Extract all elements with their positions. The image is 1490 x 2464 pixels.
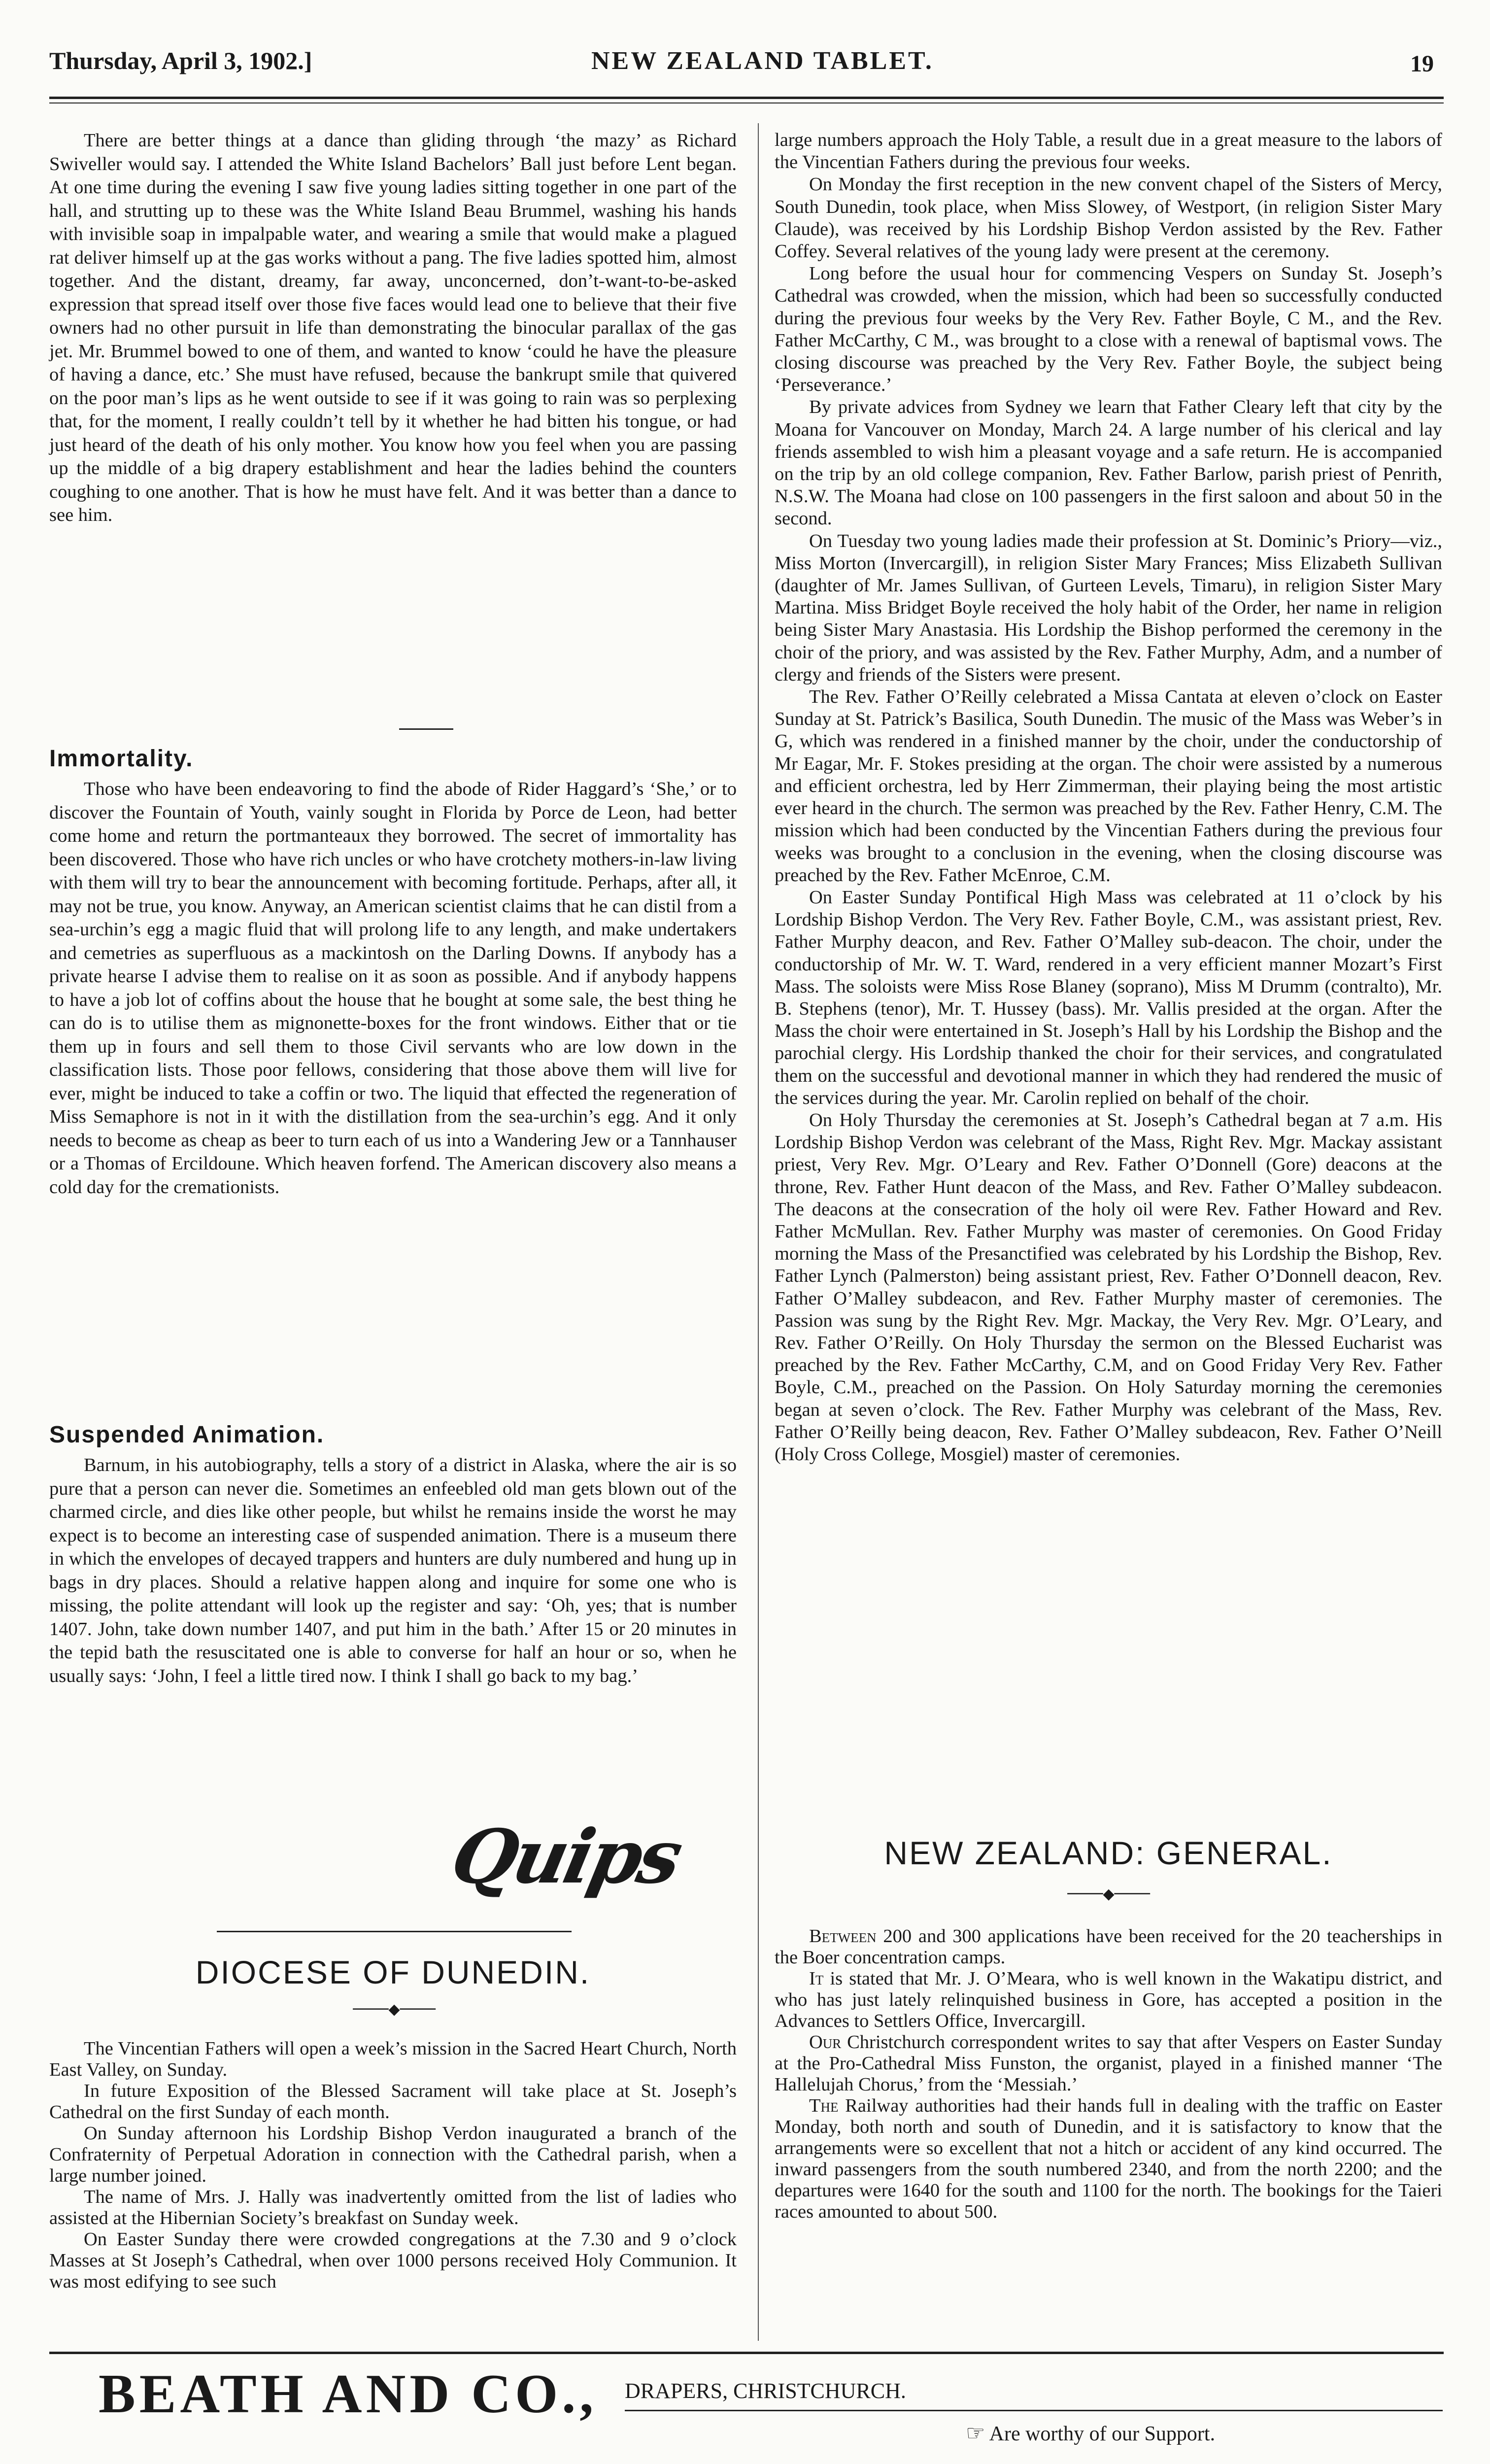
issue-date: Thursday, April 3, 1902.]	[49, 47, 312, 74]
heading-immortality: Immortality.	[49, 746, 194, 772]
paragraph: The name of Mrs. J. Hally was inadvertently omitted from the list of ladies who assisted at the Hibernian Society’s breakfast on Sunday week.	[49, 2187, 737, 2228]
news-text: is stated that Mr. J. O’Meara, who is well known in the Wakatipu district, and who has just lately relinquished business in Gore, has accepted a position in the Advances to Settlers Office, Invercargill.	[775, 1968, 1442, 2031]
paragraph: There are better things at a dance than gliding through ‘the mazy’ as Richard Swiveller would say. I attended the White Island Bachelors’ Ball just before Lent began. At one time during the evening I saw five young ladies sitting together in one part of the hall, and strutting up to these was the White Island Beau Brummel, washing his hands with invisible soap in impalpable water, and wearing a smile that would make a plagued rat deliver himself up at the gas works without a pang. The five ladies spotted him, almost together. And the distant, dreamy, far away, unconcerned, don’t-want-to-be-asked expression that spread itself over those five faces would lead one to believe that their five owners had no other pursuit in life than demonstrating the binocular parallax of the gas jet. Mr. Brummel bowed to one of them, and wanted to know ‘could he have the pleasure of having a dance, etc.’ She must have refused, because the bankrupt smile that quivered on the poor man’s lips as he went outside to see if it was going to rain was so perplexing that, for the moment, I really couldn’t tell by it whether he had bitten his tongue, or had just heard of the death of his only mother. You know how you feel when you are passing up the middle of a big drapery establishment and hear the ladies behind the counters coughing to one another. That is how he must have felt. And it was better than a dance to see him.	[49, 130, 737, 525]
page-number: 19	[1410, 51, 1434, 77]
paragraph: large numbers approach the Holy Table, a result due in a great measure to the labors of the Vincentian Fathers during the previous four weeks.	[775, 130, 1442, 173]
news-item	[775, 2032, 1442, 2095]
paragraph: On Holy Thursday the ceremonies at St. Joseph’s Cathedral began at 7 a.m. His Lordship Bishop Verdon was celebrant of the Mass, Right Rev. Mgr. Mackay assistant priest, Very Rev. Mgr. O’Leary and Rev. Father O’Donnell (Gore) deacons at the throne, Rev. Father Hunt deacon of the Mass, and Rev. Father O’Malley subdeacon. The deacons at the consecration of the holy oil were Rev. Father Howard and Rev. Father McMullan. Rev. Father Murphy was master of ceremonies. On Good Friday morning the Mass of the Presanctified was celebrated by his Lordship the Bishop, Rev. Father Lynch (Palmerston) being assistant priest, Rev. Father O’Donnell deacon, Rev. Father O’Malley subdeacon, and Rev. Father Murphy master of ceremonies. The Passion was sung by the Right Rev. Mgr. Mackay, the Very Rev. Mgr. O’Leary, and Rev. Father O’Reilly. On Holy Thursday the sermon on the Blessed Eucharist was preached by the Rev. Father McCarthy, C.M, and on Good Friday Very Rev. Father Boyle, C.M., preached on the Passion. On Holy Saturday morning the ceremonies began at seven o’clock. The Rev. Father Murphy was celebrant of the Mass, Rev. Father O’Reilly being deacon, Rev. Father O’Malley subdeacon, Rev. Father O’Neill (Holy Cross College, Mosgiel) master of ceremonies.	[775, 1109, 1442, 1465]
paragraph: On Monday the first reception in the new convent chapel of the Sisters of Mercy, South Dunedin, took place, when Miss Slowey, of Westport, (in religion Sister Mary Claude), was received by his Lordship Bishop Verdon assisted by the Rev. Father Coffey. Several relatives of the young lady were present at the ceremony.	[775, 174, 1442, 262]
lead-word: Between	[809, 1926, 877, 1947]
news-text: Christchurch correspondent writes to say that after Vespers on Easter Sunday at the Pro-Cathedral Miss Funston, the organist, played in a finished manner ‘The Hallelujah Chorus,’ from the ‘Messiah.’	[775, 2032, 1442, 2095]
news-item	[775, 2095, 1442, 2223]
section-rule	[399, 728, 453, 730]
paragraph: Those who have been endeavoring to find the abode of Rider Haggard’s ‘She,’ or to discover the Fountain of Youth, vainly sought in Florida by Porce de Leon, had better come home and return the portmanteaux they borrowed. The secret of immortality has been discovered. Those who have rich uncles or who have crotchety mothers-in-law living with them will try to bear the announcement with becoming fortitude. Perhaps, after all, it may not be true, you know. Anyway, an American scientist claims that he can distil from a sea-urchin’s egg a magic fluid that will prolong life to any length, and make undertakers and cemetries as superfluous as a mackintosh on the Darling Downs. If anybody has a private hearse I advise them to realise on it as soon as possible. And if anybody happens to have a job lot of coffins about the house that he bought at some sale, the best thing he can do is to utilise them as mignonette-boxes for the front windows. Either that or tie them up in fours and sell them to those Civil servants who are low down in the classification lists. Those poor fellows, considering that those above them will live for ever, might be induced to take a coffin or two. The liquid that effected the regeneration of Miss Semaphore is not in it with the distillation from the sea-urchin’s egg. And it only needs to become as cheap as beer to turn each of us into a Wandering Jew or a Tannhauser or a Thomas of Ercildoune. Which heaven forfend. The American discovery also means a cold day for the cremationists.	[49, 779, 737, 1198]
news-text: 200 and 300 applications have been received for the 20 teacherships in the Boer concentration camps.	[775, 1926, 1442, 1968]
advert-rule	[625, 2410, 1443, 2411]
diamond-ornament-icon: ────◆────	[1067, 1885, 1150, 1903]
essay-immortality	[49, 778, 737, 1199]
paragraph: On Easter Sunday Pontifical High Mass was celebrated at 11 o’clock by his Lordship Bishop Verdon. The Very Rev. Father Boyle, C.M., was assistant priest, Rev. Father Murphy deacon, and Rev. Father O’Malley sub-deacon. The choir, under the conductorship of Mr. W. T. Ward, rendered in a very efficient manner Mozart’s First Mass. The soloists were Miss Rose Blaney (soprano), Miss M Drumm (contralto), Mr. B. Stephens (tenor), Mr. T. Hussey (bass). Mr. Vallis presided at the organ. After the Mass the choir were entertained in St. Joseph’s Hall by his Lordship the Bishop and the parochial clergy. His Lordship thanked the choir for their services, and congratulated them on the successful and devotional manner in which they had rendered the music of the services during the year. Mr. Carolin replied on behalf of the choir.	[775, 887, 1442, 1108]
advert-name: BEATH AND CO.,	[99, 2363, 598, 2425]
footer-rule	[49, 2352, 1444, 2354]
page-header	[49, 41, 1444, 86]
lead-word: It	[809, 1968, 824, 1989]
essay-suspended-animation	[49, 1454, 737, 1688]
heading-nz-general: NEW ZEALAND: GENERAL.	[884, 1835, 1333, 1871]
lead-word: Our	[809, 2032, 842, 2053]
advert-support	[966, 2421, 1215, 2446]
support-text: Are worthy of our Support.	[989, 2423, 1216, 2445]
paragraph: In future Exposition of the Blessed Sacrament will take place at St. Joseph’s Cathedral on the first Sunday of each month.	[49, 2081, 737, 2122]
diamond-ornament-icon: ────◆────	[353, 2001, 436, 2018]
heading-diocese: DIOCESE OF DUNEDIN.	[195, 1954, 591, 1990]
advert-trade: DRAPERS, CHRISTCHURCH.	[625, 2379, 906, 2403]
news-text: Railway authorities had their hands full in dealing with the traffic on Easter Monday, both north and south of Dunedin, and it is satisfactory to know that the arrangements were so excellent that not a hitch or accident of any kind occurred. The inward passengers from the south numbered 2340, and from the north 2200; and the departures were 1640 for the south and 1100 for the north. The bookings for the Taieri races amounted to about 500.	[775, 2095, 1442, 2222]
diocese-rule	[217, 1931, 572, 1932]
column-divider	[758, 123, 759, 2341]
paragraph: By private advices from Sydney we learn that Father Cleary left that city by the Moana for Vancouver on Monday, March 24. A large number of his clerical and lay friends assembled to wish him a pleasant voyage and a safe return. He is accompanied on the trip by an old college companion, Rev. Father Barlow, parish priest of Penrith, N.S.W. The Moana had close on 100 passengers in the first saloon and about 50 in the second.	[775, 397, 1442, 529]
diocese-notes-continued	[775, 129, 1442, 1466]
heading-suspended-animation: Suspended Animation.	[49, 1422, 325, 1448]
paragraph: The Vincentian Fathers will open a week’s mission in the Sacred Heart Church, North East Valley, on Sunday.	[49, 2038, 737, 2080]
paragraph: Barnum, in his autobiography, tells a story of a district in Alaska, where the air is so pure that a person can never die. Sometimes an enfeebled old man gets blown out of the charmed circle, and dies like other people, but whilst he remains inside the worst he may expect is to become an interesting case of suspended animation. There is a museum there in which the envelopes of decayed trappers and hunters are duly numbered and hung up in bags in dry places. Should a relative happen along and inquire for some one who is missing, the polite attendant will look up the register and say: ‘Oh, yes; that is number 1407. John, take down number 1407, and put him in the bath.’ After 15 or 20 minutes in the tepid bath the resuscitated one is able to converse for half an hour or so, when he usually says: ‘John, I feel a little tired now. I think I shall go back to my bag.’	[49, 1455, 737, 1686]
news-item	[775, 1926, 1442, 1968]
lead-word: The	[809, 2095, 839, 2116]
diocese-notes	[49, 2038, 737, 2293]
masthead-title: NEW ZEALAND TABLET.	[591, 47, 934, 75]
paragraph: Long before the usual hour for commencing Vespers on Sunday St. Joseph’s Cathedral was crowded, when the mission, which had been so successfully conducted during the previous four weeks by the Very Rev. Father Boyle, C M., and the Rev. Father McCarthy, C M., was brought to a close with a renewal of baptismal vows. The closing discourse was preached by the Very Rev. Father Boyle, the subject being ‘Perseverance.’	[775, 263, 1442, 396]
paragraph: On Sunday afternoon his Lordship Bishop Verdon inaugurated a branch of the Confraternity of Perpetual Adoration in connection with the Cathedral parish, when a large number joined.	[49, 2123, 737, 2186]
header-rule	[49, 97, 1444, 99]
signature-quips: Quips	[444, 1814, 687, 1900]
paragraph: On Tuesday two young ladies made their profession at St. Dominic’s Priory—viz., Miss Morton (Invercargill), in religion Sister Mary Frances; Miss Elizabeth Sullivan (daughter of Mr. James Sullivan, of Gurteen Levels, Timaru), in religion Sister Mary Martina. Miss Bridget Boyle received the holy habit of the Order, her name in religion being Sister Mary Anastasia. His Lordship the Bishop performed the ceremony in the choir of the priory, and was assisted by the Rev. Father Murphy, Adm, and a number of clergy and friends of the Sisters were present.	[775, 530, 1442, 685]
essay-dance	[49, 129, 737, 527]
paragraph: The Rev. Father O’Reilly celebrated a Missa Cantata at eleven o’clock on Easter Sunday at St. Patrick’s Basilica, South Dunedin. The music of the Mass was Weber’s in G, which was rendered in a finished manner by the choir, under the conductorship of Mr Eagar, Mr. F. Stokes presiding at the organ. The choir were assisted by a numerous and efficient orchestra, led by Herr Zimmerman, their playing being the most artistic ever heard in the church. The sermon was preached by the Rev. Father Henry, C.M. The mission which had been conducted by the Vincentian Fathers during the previous four weeks was brought to a conclusion in the evening, when the closing discourse was preached by the Rev. Father McEnroe, C.M.	[775, 686, 1442, 886]
nz-general-items	[775, 1926, 1442, 2223]
pointing-hand-icon: ☞	[966, 2421, 985, 2445]
paragraph: On Easter Sunday there were crowded congregations at the 7.30 and 9 o’clock Masses at St Joseph’s Cathedral, when over 1000 persons received Holy Communion. It was most edifying to see such	[49, 2229, 737, 2292]
news-item	[775, 1968, 1442, 2032]
